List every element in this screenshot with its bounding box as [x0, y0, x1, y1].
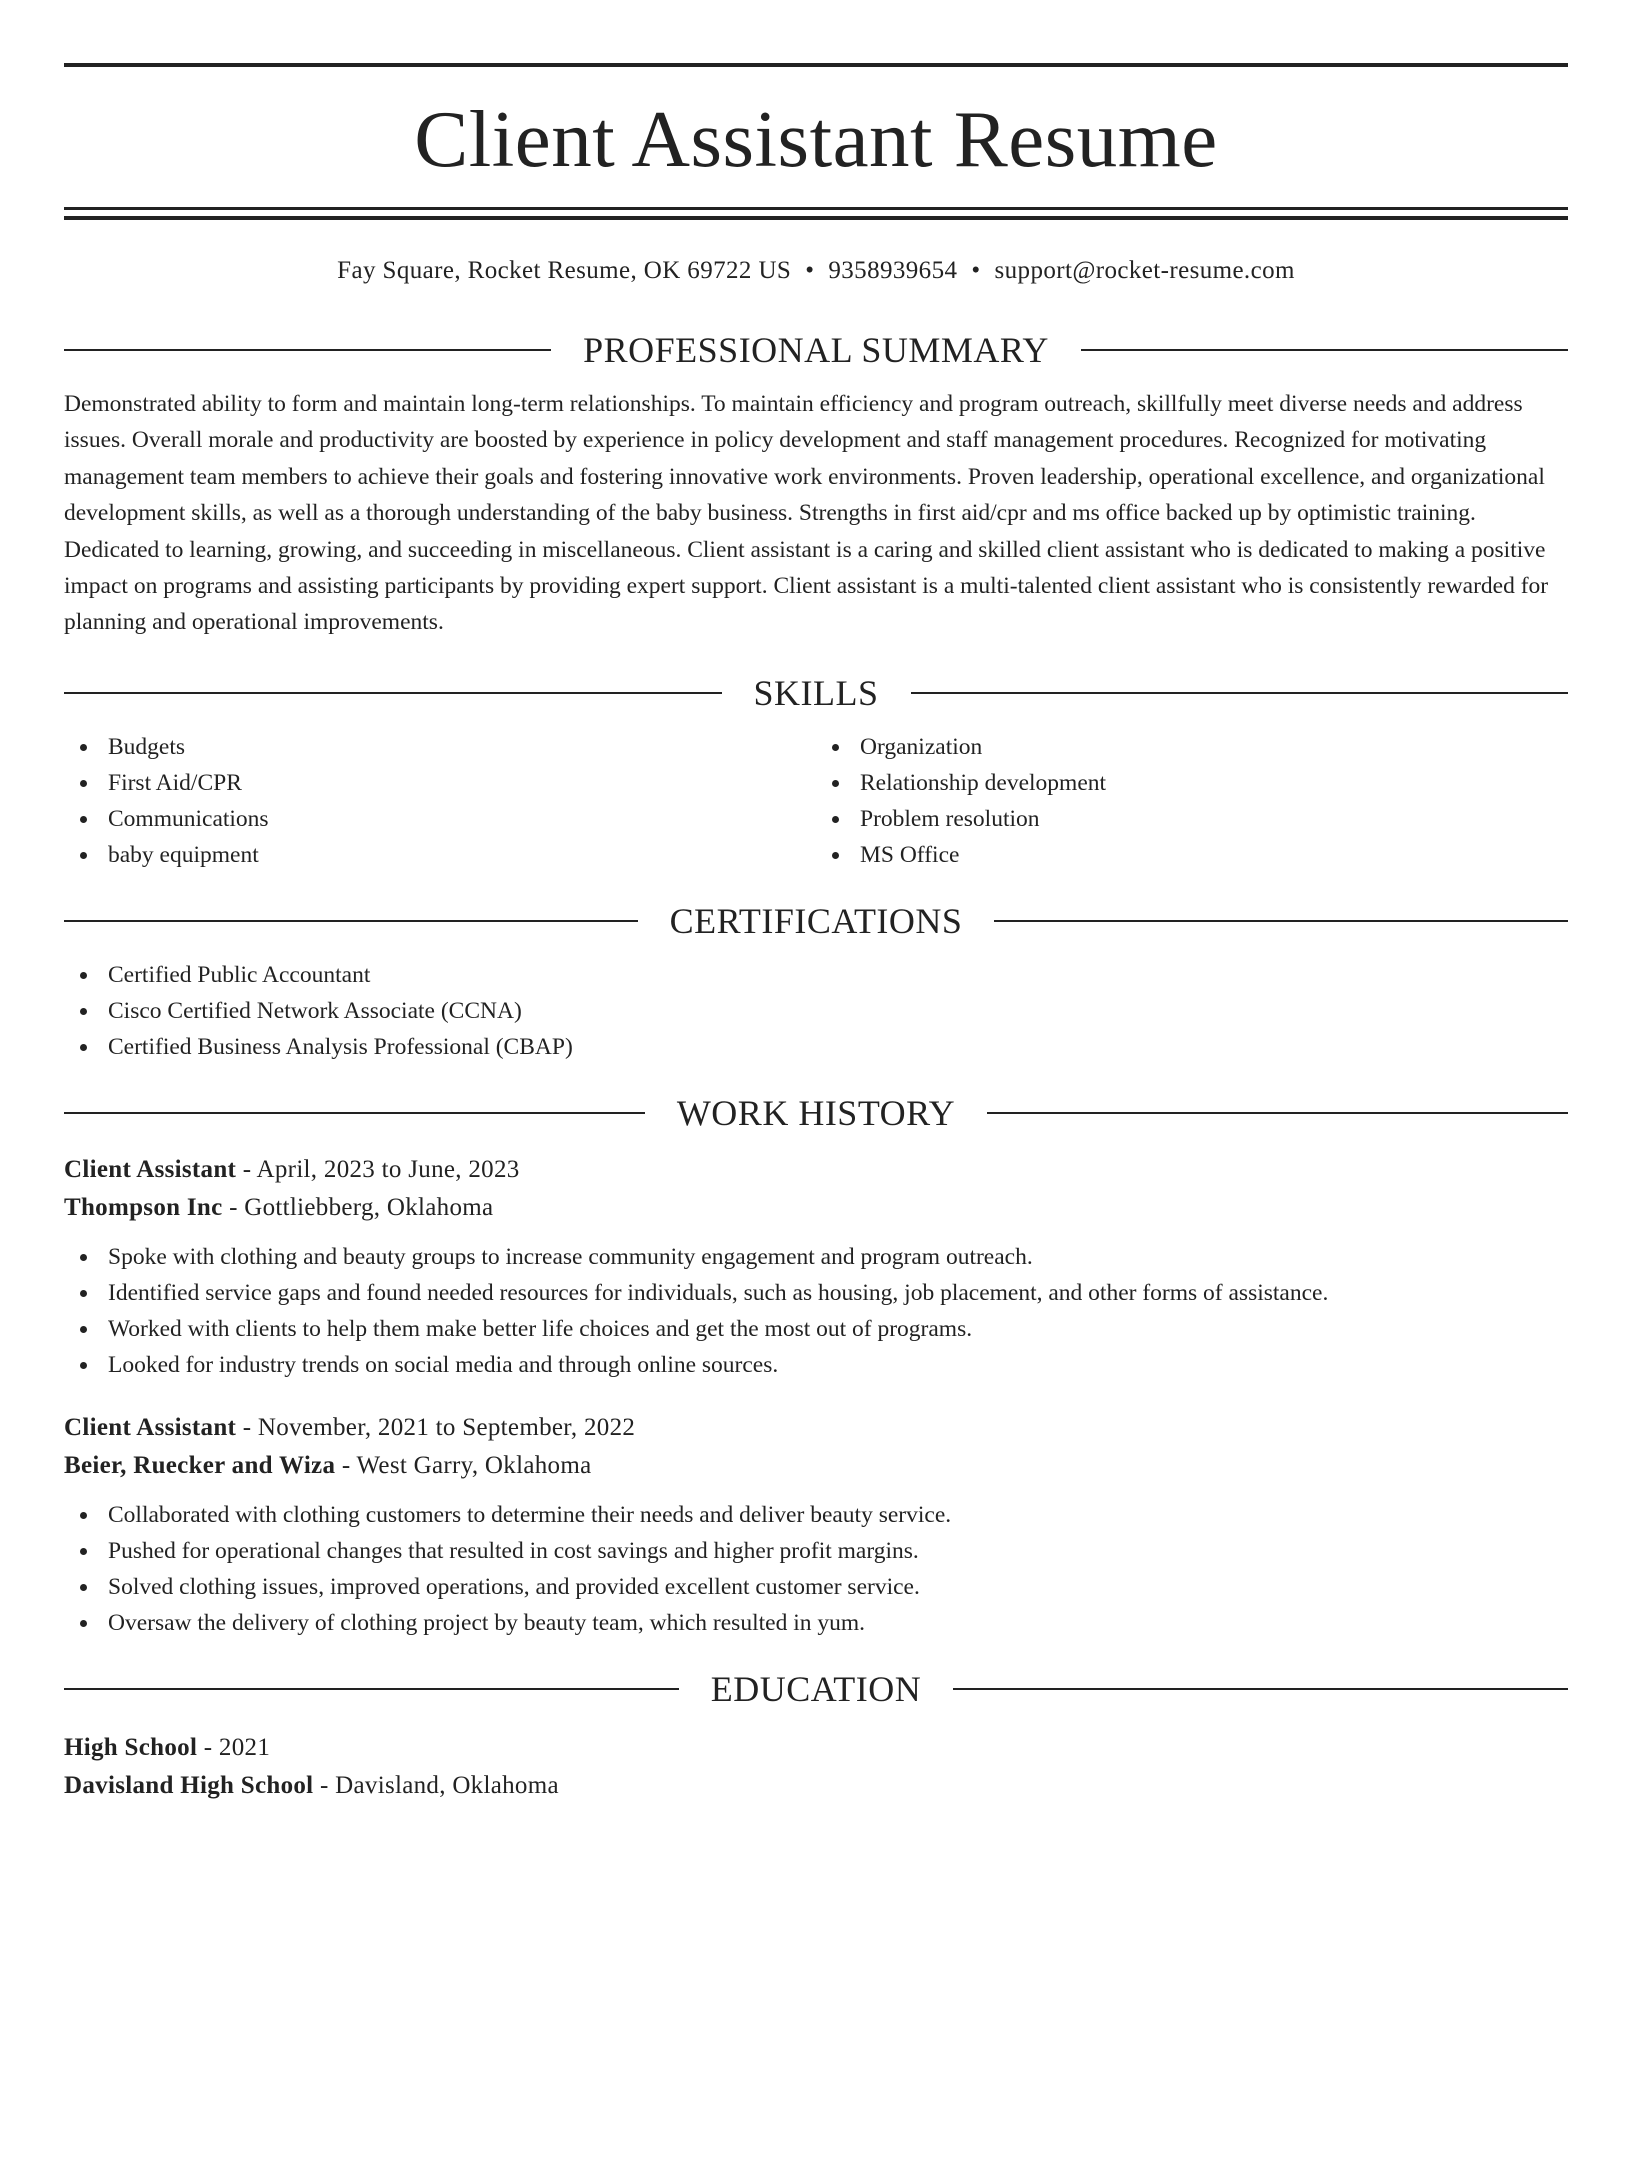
resume-page [0, 63, 1632, 2175]
heading-rule [64, 1112, 645, 1114]
job-title: Client Assistant [64, 1413, 237, 1441]
job-location: - West Garry, Oklahoma [335, 1451, 592, 1479]
job-dates: - April, 2023 to June, 2023 [236, 1155, 520, 1183]
skills-column-left [64, 729, 816, 873]
list-item: Certified Business Analysis Professional (CBAP) [64, 1029, 1568, 1065]
list-item: baby equipment [64, 837, 816, 873]
list-item: First Aid/CPR [64, 765, 816, 801]
list-item: Problem resolution [816, 801, 1568, 837]
heading-rule [64, 920, 638, 922]
section-title: CERTIFICATIONS [669, 900, 963, 941]
job-bullets [64, 1239, 1568, 1383]
education-year: - 2021 [197, 1733, 271, 1761]
job-dates: - November, 2021 to September, 2022 [236, 1413, 636, 1441]
list-item: Collaborated with clothing customers to determine their needs and deliver beauty service. [64, 1497, 1568, 1533]
job-title: Client Assistant [64, 1155, 237, 1183]
heading-rule [1081, 349, 1568, 351]
top-rule [64, 63, 1568, 67]
section-title: SKILLS [753, 672, 879, 713]
list-item: Identified service gaps and found needed resources for individuals, such as housing, job placement, and other forms of assistance. [64, 1275, 1568, 1311]
education-degree-line [64, 1729, 1568, 1767]
education-degree: High School [64, 1733, 198, 1761]
contact-separator: • [971, 257, 981, 284]
heading-rule [994, 920, 1568, 922]
section-heading-summary [64, 328, 1568, 372]
section-title: EDUCATION [710, 1668, 922, 1709]
list-item: Looked for industry trends on social media and through online sources. [64, 1347, 1568, 1383]
education-school: Davisland High School [64, 1771, 314, 1799]
job-title-line [64, 1409, 1568, 1447]
job-company: Beier, Ruecker and Wiza [64, 1451, 336, 1479]
section-heading-education [64, 1667, 1568, 1711]
heading-rule [64, 349, 551, 351]
section-heading-certifications [64, 899, 1568, 943]
heading-rule [953, 1688, 1568, 1690]
work-history-list [64, 1151, 1568, 1641]
job-title-line [64, 1151, 1568, 1189]
section-heading-work-history [64, 1091, 1568, 1135]
list-item: Oversaw the delivery of clothing project by beauty team, which resulted in yum. [64, 1605, 1568, 1641]
list-item: Organization [816, 729, 1568, 765]
education-entry [64, 1729, 1568, 1805]
section-heading-skills [64, 671, 1568, 715]
list-item: Budgets [64, 729, 816, 765]
contact-address: Fay Square, Rocket Resume, OK 69722 US [337, 257, 792, 284]
contact-separator: • [805, 257, 815, 284]
job-company-line [64, 1447, 1568, 1485]
heading-rule [64, 1688, 679, 1690]
list-item: MS Office [816, 837, 1568, 873]
skills-list [64, 729, 1568, 873]
resume-title: Client Assistant Resume [414, 94, 1218, 184]
list-item: Spoke with clothing and beauty groups to increase community engagement and program outreach. [64, 1239, 1568, 1275]
job-bullets [64, 1497, 1568, 1641]
list-item: Pushed for operational changes that resulted in cost savings and higher profit margins. [64, 1533, 1568, 1569]
section-title: WORK HISTORY [676, 1092, 956, 1133]
list-item: Solved clothing issues, improved operations, and provided excellent customer service. [64, 1569, 1568, 1605]
list-item: Cisco Certified Network Associate (CCNA) [64, 993, 1568, 1029]
job-entry [64, 1409, 1568, 1641]
list-item: Communications [64, 801, 816, 837]
title-double-rule [64, 207, 1568, 220]
job-company-line [64, 1189, 1568, 1227]
contact-line [64, 254, 1568, 288]
job-company: Thompson Inc [64, 1193, 223, 1221]
heading-rule [911, 692, 1569, 694]
job-location: - Gottliebberg, Oklahoma [222, 1193, 494, 1221]
section-title: PROFESSIONAL SUMMARY [583, 330, 1049, 370]
list-item: Certified Public Accountant [64, 957, 1568, 993]
education-location: - Davisland, Oklahoma [313, 1771, 559, 1799]
heading-rule [64, 692, 722, 694]
certifications-list [64, 957, 1568, 1065]
skills-column-right [816, 729, 1568, 873]
education-school-line [64, 1767, 1568, 1805]
list-item: Relationship development [816, 765, 1568, 801]
summary-text: Demonstrated ability to form and maintain long-term relationships. To maintain efficiency and program outreach, skillfully meet diverse needs and address issues. Overall morale and productivity are boosted by experience in policy development and staff management procedures. Recognized for motivating management team members to achieve their goals and fostering innovative work environments. Proven leadership, operational excellence, and organizational development skills, as well as a thorough understanding of the baby business. Strengths in first aid/cpr and ms office backed up by optimistic training. Dedicated to learning, growing, and succeeding in miscellaneous. Client assistant is a caring and skilled client assistant who is dedicated to making a positive impact on programs and assisting participants by providing expert support. Client assistant is a multi-talented client assistant who is consistently rewarded for planning and operational improvements. [64, 391, 1549, 636]
list-item: Worked with clients to help them make better life choices and get the most out of programs. [64, 1311, 1568, 1347]
contact-phone: 9358939654 [828, 257, 958, 284]
job-entry [64, 1151, 1568, 1383]
contact-email: support@rocket-resume.com [994, 257, 1295, 284]
heading-rule [987, 1112, 1568, 1114]
